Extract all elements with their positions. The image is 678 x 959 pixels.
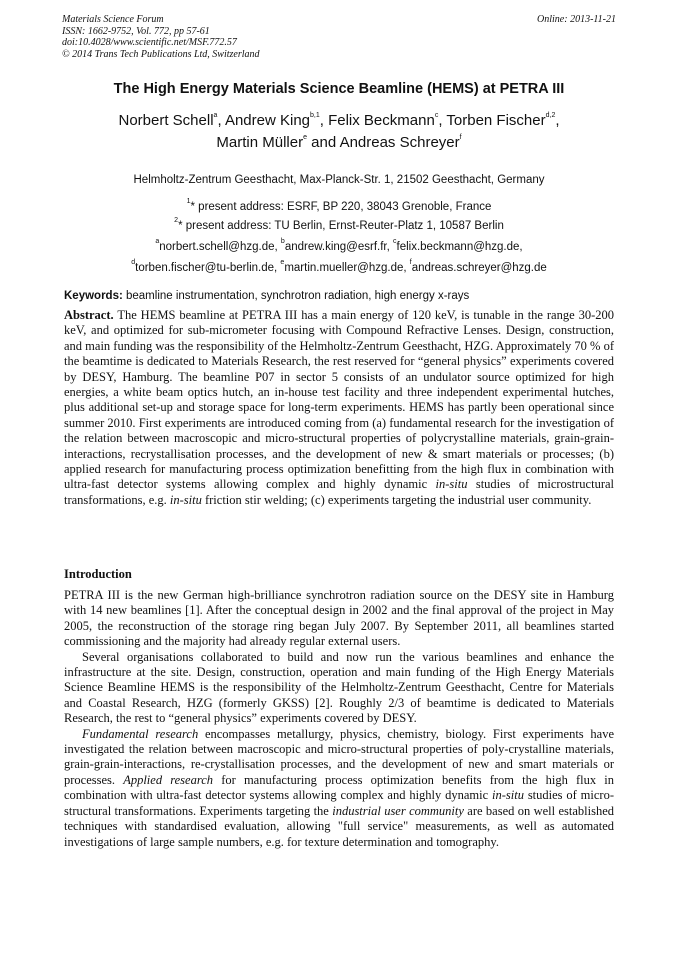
keywords-label: Keywords: bbox=[64, 290, 123, 302]
paragraph: Fundamental research encompasses metallurgy, physics, chemistry, biology. First experiments have investigated the relation between macroscopic and micro-structural properties of poly-crystalline materials, grain-grain-interactions, re-crystallisation processes, and the development of new and smart materials or processes. Applied research for manufacturing process optimization benefits from the high flux in combination with ultra-fast detector systems allowing complex and highly dynamic in-situ studies of micro-structural transformations. Experiments targeting the industrial user community are based on well established techniques with standardised evaluation, allowing "full service" measurements, as well as automated investigations of large sample numbers, e.g. for texture determination and tomography. bbox=[64, 726, 614, 849]
journal-header bbox=[62, 14, 616, 60]
email[interactable]: martin.mueller@hzg.de, bbox=[284, 262, 410, 274]
online-date: Online: 2013-11-21 bbox=[537, 14, 616, 25]
email[interactable]: andreas.schreyer@hzg.de bbox=[411, 262, 547, 274]
journal-name: Materials Science Forum bbox=[62, 14, 164, 25]
issn: ISSN: 1662-9752, Vol. 772, pp 57-61 bbox=[62, 25, 210, 37]
email[interactable]: torben.fischer@tu-berlin.de, bbox=[135, 262, 281, 274]
author: Torben Fischer$^{d,2}$, bbox=[446, 112, 560, 129]
keywords bbox=[64, 290, 614, 302]
author: Andreas Schreyer$^f$ bbox=[339, 134, 462, 151]
doi: doi:10.4028/www.scientific.net/MSF.772.57 bbox=[62, 37, 237, 48]
paragraph: Several organisations collaborated to build and now run the various beamlines and enhance the infrastructure at the site. Design, construction, operation and main funding of the High Energy Materials Science Beamline HEMS is the responsibility of the Helmholtz-Zentrum Geesthacht, Centre for Materials and Coastal Research, HZG (formerly GKSS) [2]. Roughly 2/3 of beamtime is dedicated to Materials Research, the rest to “general physics” experiments covered by DESY. bbox=[64, 649, 614, 726]
author: Martin Müller$^e$ and bbox=[216, 134, 340, 151]
email-line-1: $^a$norbert.schell@hzg.de, $^b$andrew.king@esrf.fr, $^c$felix.beckmann@hzg.de, bbox=[155, 238, 523, 253]
abstract: Abstract. The HEMS beamline at PETRA III has a main energy of 120 keV, is tunable in the range 30-200 keV, and optimized for sub-micrometer focusing with Compound Refractive Lenses. Design, construction, and main funding was the responsibility of the Helmholtz-Zentrum Geesthacht, HZG. Approximately 70 % of the beamtime is dedicated to Materials Research, the rest reserved for “general physics” experiments covered by DESY, Hamburg. The beamline P07 in sector 5 consists of an undulator source optimized for high energies, a white beam optics hutch, an in-house test facility and three independent experimental hutches, plus additional set-up and storage space for long-term experiments. HEMS has partly been operational since summer 2010. First experiments are introduced coming from (a) fundamental research for the investigation of the relation between macroscopic and micro-structural properties of polycrystalline materials, grain-grain-interactions, recrystallisation processes, and the development of new & smart materials or processes; (b) applied research for manufacturing process optimization benefitting from the high flux in combination with ultra-fast detector systems allowing complex and highly dynamic in-situ studies of microstructural transformations, e.g. in-situ friction stir welding; (c) experiments targeting the industrial user community. bbox=[64, 308, 615, 507]
author: Norbert Schell$^a$, bbox=[118, 112, 225, 129]
abstract-label: Abstract. bbox=[64, 308, 114, 322]
present-address-2: $^2$* present address: TU Berlin, Ernst-Reuter-Platz 1, 10587 Berlin bbox=[174, 217, 504, 232]
email[interactable]: andrew.king@esrf.fr, bbox=[284, 241, 394, 253]
author: Andrew King$^{b,1}$, bbox=[224, 112, 329, 129]
email[interactable]: felix.beckmann@hzg.de, bbox=[396, 241, 523, 253]
section-heading: Introduction bbox=[64, 567, 132, 581]
present-address-1: $^1$* present address: ESRF, BP 220, 38043 Grenoble, France bbox=[186, 198, 492, 213]
author: Felix Beckmann$^c$, bbox=[328, 112, 447, 129]
paragraph: PETRA III is the new German high-brilliance synchrotron radiation source on the DESY site in Hamburg with 14 new beamlines [1]. After the conceptual design in 2002 and the final approval of the project in May 2005, the reconstruction of the storage ring began July 2007. By September 2011, all beamlines started commissioning and the majority had already regular external users. bbox=[64, 588, 614, 649]
email-line-2: $^d$torben.fischer@tu-berlin.de, $^e$martin.mueller@hzg.de, $^f$andreas.schreyer@hzg.de bbox=[131, 259, 547, 274]
affiliation: Helmholtz-Zentrum Geesthacht, Max-Planck-Str. 1, 21502 Geesthacht, Germany bbox=[133, 174, 545, 186]
email[interactable]: norbert.schell@hzg.de, bbox=[159, 241, 281, 253]
keywords-text: beamline instrumentation, synchrotron radiation, high energy x-rays bbox=[122, 290, 470, 302]
introduction-text bbox=[64, 588, 614, 850]
author-list bbox=[40, 110, 638, 154]
copyright: © 2014 Trans Tech Publications Ltd, Switzerland bbox=[62, 48, 260, 60]
paper-title: The High Energy Materials Science Beamline (HEMS) at PETRA III bbox=[113, 81, 565, 97]
